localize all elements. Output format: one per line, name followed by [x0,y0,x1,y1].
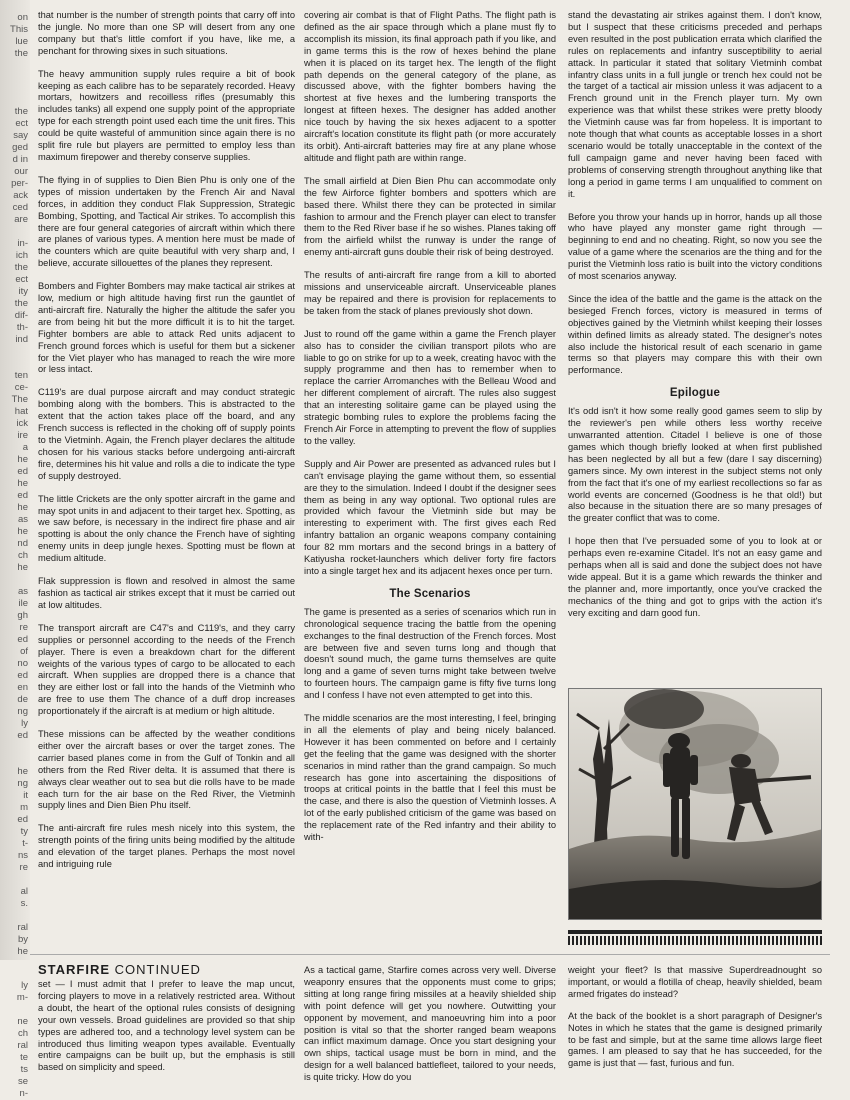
gutter-text-fragment: our [14,166,28,177]
previous-page-edge [0,0,30,1099]
gutter-text-fragment: gh [17,610,28,621]
gutter-text-fragment: ten [14,370,28,381]
section-heading-epilogue: Epilogue [669,387,721,400]
paragraph: stand the devastating air strikes against them. I don't know, but I suspect that these criticisms preceded and perhaps even resulted in the post publication errata which clarified the rules on replacements and infantry susceptibility to aerial attack. In particular it stated that solitary Vietminh combat infantry class units in a full jungle or trench hex could not be the target of a tactical air mission unless it was adjacent to a French ground unit in the French player turn. My own experience was that whilst these strikes were pretty bloody the Vietminh cause was far from hopeless. It is important to note though that what counts as acceptable losses in a short scenario would be totally unacceptable in the context of the full campaign game and never having been faced with problems of conserving strength throughout anything like that long a period in game terms I am unqualified to comment on it. [568,10,822,199]
gutter-text-fragment: by [17,934,28,945]
column-right [568,10,822,620]
gutter-text-fragment: ile [18,598,28,609]
gutter-text-fragment: ed [17,466,28,477]
gutter-text-fragment: de [17,694,28,705]
gutter-text-fragment: the [14,106,28,117]
gutter-text-fragment: re [19,622,28,633]
gutter-text-fragment: he [17,526,28,537]
gutter-text-fragment: ire [17,430,28,441]
paragraph: The heavy ammunition supply rules require a bit of book keeping as each calibre has to be separately recorded. Heavy mortars, howitzers and recoilless rifles (presumably this includes tanks) all expend one supply point of the appropriate type for each strength point used each time the unit fires. This could be quite wasteful of ammunition since again there is no split fire rule but players are permitted to employ less than maximum firepower and thereby conserve supplies. [38,68,295,162]
gutter-text-fragment: te [20,1052,28,1063]
paragraph: set — I must admit that I prefer to leave the map uncut, forcing players to move in a relatively restricted area. Without a doubt, the heart of the optional rules consists of designing your own vessels. Broad guidelines are provided so that ship types are adhered too, and a technology level system can be introduced thus limiting weapon types available. Eventually entire campaigns can be built up, but the emphasis is still based on simplicity and speed. [38,979,295,1073]
continued-column-right [568,965,822,1080]
section-heading-scenarios: The Scenarios [389,587,471,600]
gutter-text-fragment: ns [17,850,28,861]
gutter-text-fragment: per- [11,178,28,189]
gutter-text-fragment: ity [18,286,28,297]
gutter-text-fragment: say [13,130,28,141]
continued-heading [38,962,295,978]
paragraph: Since the idea of the battle and the game is the attack on the besieged French forces, victory is measured in terms of objectives gained by the Vietminh whilst keeping their losses within defined limits as already stated. The designer's notes also include the historical result of each scenario in game terms so that players may compare this with their own performance. [568,293,822,376]
paragraph: weight your fleet? Is that massive Superdreadnought so important, or would a flotilla of cheap, heavily shielded, beam armed frigates do instead? [568,965,822,999]
paragraph: C119's are dual purpose aircraft and may conduct strategic bombing along with the bombers. This is abstracted to the extent that the action takes place off the board, and any French success is reflected in the choking off of supply points to the Vietminh. Again, the French player declares the altitude chosen for his various stacks before undergoing anti-aircraft fire, determines his hit value and rolls a die to indicate the type of supply destroyed. [38,387,295,481]
gutter-text-fragment: it [23,790,28,801]
gutter-text-fragment: the [14,262,28,273]
gutter-text-fragment: ly [21,718,28,729]
gutter-text-fragment: The [11,394,28,405]
gutter-text-fragment: the [14,298,28,309]
gutter-text-fragment: se [17,1076,28,1087]
paragraph: Supply and Air Power are presented as advanced rules but I can't envisage playing the game without them, so essential are they to the simulation. Indeed I doubt if the designer sees them as being in any way optional. Two optional rules are provided which favour the Vietminh side but may be interesting to experiment with. The first gives each Red infantry battalion an organic weapons company containing four 82 mm mortars and the second brings in a battery of Katiyusha rocket-launchers which deliver forty fire factors into a single target hex and its adjacent hexes once per turn. [304,458,556,576]
paragraph: As a tactical game, Starfire comes across very well. Diverse weaponry ensures that the opponents must come to grips; sitting at long range firing missiles at a heavily shielded ship with point defence will get you nowhere. Outwitting your opponent by movement, and manoeuvring him into a poor position is vital so that the shorter ranged beam weapons can inflict maximum damage. Once you start designing your own ships, tactical usage must be born in mind, and the design for a well balanced battlefleet, tailored to your needs, is quite tricky. How do you [304,965,556,1083]
gutter-text-fragment: n- [19,1088,28,1099]
paragraph: I hope then that I've persuaded some of you to look at or perhaps even re-examine Citadel. It's not an easy game and perhaps when all is said and done the subject does not have wide appeal. But it is a game which rewards the thinker and the planner and, more importantly, once you've cracked the mechanics of the thing and got to grips with the action it's very exciting and darn good fun. [568,536,822,618]
gutter-text-fragment: ich [15,250,28,261]
gutter-text-fragment: ed [17,670,28,681]
continued-column-left [38,979,295,1084]
gutter-text-fragment: ly [21,980,28,991]
paragraph: The little Crickets are the only spotter aircraft in the game and may spot units in and adjacent to their target hex. Spotting, as we saw before, is necessary in the indirect fire phase and air spotting is about the only chance the French have of sighting enemy units in deep jungle hexes. Spotting must be flown at medium altitude. [38,493,295,564]
gutter-text-fragment: ng [17,706,28,717]
gutter-text-fragment: ced [12,202,28,213]
gutter-text-fragment: ral [17,922,28,933]
gutter-text-fragment: on [17,12,28,23]
gutter-text-fragment: dif- [14,310,28,321]
gutter-text-fragment: ch [17,1028,28,1039]
paragraph: The results of anti-aircraft fire range from a kill to aborted missions and unserviceable aircraft. Unserviceable planes may be repaired and there is provision for replacements to be taken from the stack of planes previously shot down. [304,270,556,316]
soldiers-photo [568,688,822,920]
gutter-text-fragment: al [20,886,28,897]
gutter-text-fragment: he [17,502,28,513]
gutter-text-fragment: m [20,802,28,813]
paragraph: Just to round off the game within a game the French player also has to consider the civilian transport pilots who are liable to go on strike for up to a week, creating havoc with the supply programme and then has to remember when to replace the carrier Arromanches with the Belleau Wood and her different complement of aircraft. The rules also suggest that an interesting solitaire game can be played using the strategic bombing rules to explore the problems facing the French Air Force in attempting to prevent the flow of supplies to the valley. [304,328,556,446]
gutter-text-fragment: This [10,24,28,35]
gutter-text-fragment: en [17,682,28,693]
paragraph: Flak suppression is flown and resolved in almost the same fashion as tactical air strikes except that it must be carried out at low altitudes. [38,576,295,610]
gutter-text-fragment: he [17,766,28,777]
column-middle [304,10,556,844]
photo-image [569,689,822,920]
gutter-text-fragment: m- [16,992,28,1003]
paragraph: The flying in of supplies to Dien Bien Phu is only one of the types of mission undertaken by the French Air and Naval forces, in addition they conduct Flak Suppression, Strategic Bombing, Spotting, and Tactical Air strikes. To accomplish this there are four general categories of aircraft within which there are planes of various types. A mention here must be made of the counters which are quite beautiful with very sharp and, I believe, accurate sillouettes of the planes they represent. [38,174,295,269]
gutter-text-fragment: as [17,586,28,597]
gutter-text-fragment: d in [12,154,28,165]
gutter-text-fragment: he [17,478,28,489]
gutter-text-fragment: he [17,454,28,465]
gutter-text-fragment: ty [20,826,28,837]
gutter-text-fragment: ack [13,190,28,201]
divider-rule [568,930,822,934]
gutter-text-fragment: ind [15,334,28,345]
divider-hatch [568,936,822,945]
paragraph: The middle scenarios are the most interesting, I feel, bringing in all the elements of play and being nicely balanced. However it has been commented on before and I certainly get the feeling that the game was designed with the shorter scenarios in mind rather than the grand campaign. So much research has gone into ascertaining the dispositions of troops at critical points in the battle that I feel this must be the case, and there is also the question of Vietminh losses. A lot of the early published criticism of the game was based on the replacement rate of the Red infantry and their ability to with- [304,713,556,843]
gutter-text-fragment: ng [17,778,28,789]
paragraph: that number is the number of strength points that carry off into the jungle. No more than one SP will desert from any one company but that's little comfort if you have, like me, a penchant for throwing sixes in such situations. [38,10,295,56]
gutter-text-fragment: ect [15,118,28,129]
paragraph: covering air combat is that of Flight Paths. The flight path is defined as the air space through which a plane must fly to accomplish its mission, its final approach path if you like, and in game terms this is the row of hexes behind the plane when it is placed on its target hex. The length of the flight path depends on the general category of the plane, as discussed above, with the fighter bombers having the shortest at five hexes and the lumbering transports the longest at fifteen hexes. The designer has added another nice touch by having the six hexes adjacent to a spotter aircraft's location constitute its flight path (or more accurately its orbit). Anti-aircraft batteries may fire at any plane whose altitude and flight path are within range. [304,10,556,163]
continued-column-middle [304,965,556,1094]
gutter-text-fragment: as [17,514,28,525]
continued-title: STARFIRE [38,962,111,977]
paragraph: The small airfield at Dien Bien Phu can accommodate only the few Airforce fighter bombers and spotters which are based there. Whilst there they can be protected in similar fashion to armour and the French player can elect to transfer them to the Red River base if he so wishes. Planes taking off from the airfield whilst the runway is under the range of enemy anti-aircraft guns double their risk of being destroyed. [304,175,556,258]
section-divider [30,954,830,955]
gutter-text-fragment: are [14,214,28,225]
gutter-text-fragment: ral [17,1040,28,1051]
gutter-text-fragment: he [17,946,28,957]
gutter-text-fragment: in- [17,238,28,249]
paragraph: It's odd isn't it how some really good games seem to slip by the reviewer's pen while others less worthy receive unwarranted attention. Citadel I believe is one of those games which though briefly looked at when first published has been neglected by all but a few (dare I say discerning) gamers since. My own interest in the subject stems not only from the fact that it's one of my earliest recollections so far as world events are concerned (Goodness is he that old!) but also because in the situation there are so many presages of the greater conflict that was to come. [568,406,822,524]
gutter-text-fragment: th- [16,322,28,333]
gutter-text-fragment: s. [20,898,28,909]
gutter-text-fragment: ed [17,634,28,645]
gutter-text-fragment: re [19,862,28,873]
gutter-text-fragment: no [17,658,28,669]
paragraph: The game is presented as a series of scenarios which run in chronological sequence tracing the battle from the opening exchanges to the final destruction of the French forces. Most are between five and seven turns long and though that doesn't sound much, the game turns themselves are quite long and a game of seven turns might take between twelve to fourteen hours. The campaign game is fifty five turns long and I confess I have not even attempted to get into this. [304,606,556,701]
gutter-text-fragment: of [20,646,28,657]
continued-label: CONTINUED [114,962,201,977]
gutter-text-fragment: the [14,48,28,59]
gutter-text-fragment: ed [17,730,28,741]
gutter-text-fragment: ch [17,550,28,561]
paragraph: The anti-aircraft fire rules mesh nicely into this system, the strength points of the firing units being modified by the altitude and elevation of the target planes. Perhaps the most novel and intriguing rule [38,823,295,870]
paragraph: The transport aircraft are C47's and C119's, and they carry supplies or personnel according to the needs of the French player. There is even a breakdown chart for the different weights of the various types of cargo to be allocated to each aircraft. When supplies are dropped there is a chance that they are either lost or fall into the hands of the Vietminh who are free to use them The chance of a duff drop increases proportionately if the aircraft is at medium or high altitude. [38,622,295,717]
paragraph: At the back of the booklet is a short paragraph of Designer's Notes in which he states that the game is designed primarily to be fast and simple, but at the same time allows large fleet games. I am pleased to say that he has succeeded, for the game is just that — fast, furious and fun. [568,1010,822,1069]
gutter-text-fragment: ce- [14,382,28,393]
gutter-text-fragment: ect [15,274,28,285]
paragraph: Before you throw your hands up in horror, hands up all those who have played any monster game right through — beginning to end and no cheating. Right, so now you see the value of a game where the scenarios are the thing and for the purist the Vietminh loss ratio is built into the victory conditions of most scenarios anyway. [568,211,822,282]
gutter-text-fragment: ne [17,1016,28,1027]
gutter-text-fragment: t- [22,838,28,849]
gutter-text-fragment: lue [15,36,28,47]
gutter-text-fragment: he [17,562,28,573]
gutter-text-fragment: ick [16,418,28,429]
column-left [38,10,295,871]
gutter-text-fragment: nd [17,538,28,549]
gutter-text-fragment: ed [17,490,28,501]
gutter-text-fragment: a [22,442,28,453]
gutter-text-fragment: ged [12,142,28,153]
paragraph: Bombers and Fighter Bombers may make tactical air strikes at low, medium or high altitude having first run the gauntlet of anti-aircraft fire. Naturally the higher the altitude the safer you are from being hit but the more difficult it is to hit the target. Fighter bombers are able to attack Red units adjacent to French ground forces which is useful for them but a sickener for the Viet player who has managed to reach the wire more or less intact. [38,281,295,375]
paragraph: These missions can be affected by the weather conditions either over the aircraft bases or over the target zones. The carrier based planes come in from the Gulf of Tonkin and all others from the Red River delta. It is assumed that there is always clear weather out to sea but die rolls have to be made each turn for the air base on the Red River, the Vietminh supply lines and Dien Bien Phu itself. [38,729,295,811]
gutter-text-fragment: ed [17,814,28,825]
gutter-text-fragment: hat [14,406,28,417]
gutter-text-fragment: ts [20,1064,28,1075]
